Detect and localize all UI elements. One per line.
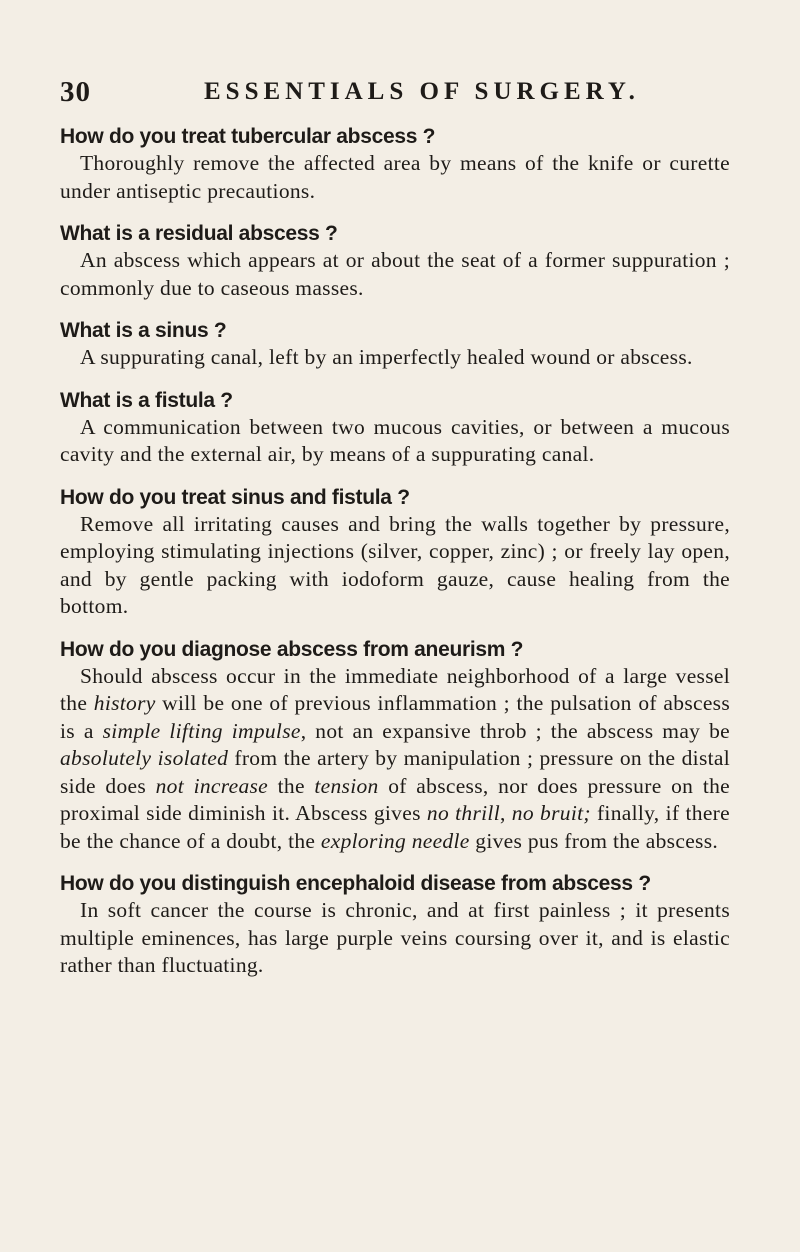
question-heading: What is a residual abscess ? <box>60 222 338 245</box>
answer-segment: the <box>268 773 315 798</box>
qa-item <box>60 124 730 205</box>
question-heading: How do you treat tubercular abscess ? <box>60 125 436 148</box>
qa-item <box>60 871 730 980</box>
qa-item <box>60 221 730 302</box>
answer-segment: A communication between two mucous cavities, or between a mucous cavity and the external air, by means of a suppurating canal. <box>60 414 730 466</box>
answer-segment: gives pus from the abscess. <box>469 828 719 853</box>
question-heading: How do you diagnose abscess from aneurism ? <box>60 637 524 661</box>
answer-segment: from the artery by manipulation ; pressure on the distal side does <box>60 746 730 798</box>
answer-italic-segment: no thrill <box>426 801 500 825</box>
answer-segment: will be one of previous inflammation ; the pulsation of abscess is a <box>60 691 731 743</box>
answer-segment: In soft cancer the course is chronic, and at first painless ; it presents multiple eminences, has large purple veins coursing over it, and is elastic rather than fluctuating. <box>60 898 730 977</box>
page-number: 30 <box>60 76 91 108</box>
answer-text <box>60 150 730 205</box>
answer-text <box>60 344 730 372</box>
answer-text <box>60 663 730 856</box>
answer-text <box>60 511 730 621</box>
answer-text <box>60 247 730 302</box>
page-header <box>60 76 750 110</box>
qa-item <box>60 485 730 621</box>
question-heading: What is a sinus ? <box>60 319 227 342</box>
answer-segment: , not an expansive throb ; the abscess may be <box>300 718 730 743</box>
qa-content <box>60 124 730 996</box>
answer-segment: of abscess, nor does pressure on the proximal side diminish it. Abscess gives <box>60 773 730 825</box>
question-heading: How do you distinguish encephaloid disease from abscess ? <box>60 872 651 895</box>
answer-segment: Thoroughly remove the affected area by means of the knife or curette under antiseptic precautions. <box>60 151 730 203</box>
answer-segment: An abscess which appears at or about the seat of a former suppuration ; commonly due to caseous masses. <box>60 248 730 300</box>
answer-text <box>60 897 730 980</box>
running-title: ESSENTIALS OF SURGERY. <box>204 78 640 105</box>
answer-segment: Should abscess occur in the immediate neighborhood of a large vessel the <box>60 663 730 715</box>
answer-italic-segment: absolutely isolated <box>60 746 229 770</box>
qa-item <box>60 388 730 469</box>
answer-segment: finally, if there be the chance of a doubt, the <box>60 801 730 853</box>
answer-italic-segment: exploring needle <box>320 828 470 853</box>
answer-italic-segment: simple lifting impulse <box>102 718 301 743</box>
answer-segment: A suppurating canal, left by an imperfectly healed wound or abscess. <box>80 345 693 369</box>
qa-item <box>60 318 730 372</box>
question-heading: How do you treat sinus and fistula ? <box>60 485 410 509</box>
qa-item <box>60 637 730 856</box>
answer-segment: , <box>499 801 512 825</box>
answer-segment: Remove all irritating causes and bring the walls together by pressure, employing stimulating injections (silver, copper, zinc) ; or freely lay open, and by gentle packing with iodoform gauze, cause healing from the bottom. <box>60 511 730 618</box>
answer-text <box>60 414 730 469</box>
answer-italic-segment: history <box>93 691 156 715</box>
answer-italic-segment: tension <box>314 773 379 798</box>
question-heading: What is a fistula ? <box>60 388 233 412</box>
answer-italic-segment: no bruit; <box>511 801 591 825</box>
answer-italic-segment: not increase <box>155 773 269 798</box>
